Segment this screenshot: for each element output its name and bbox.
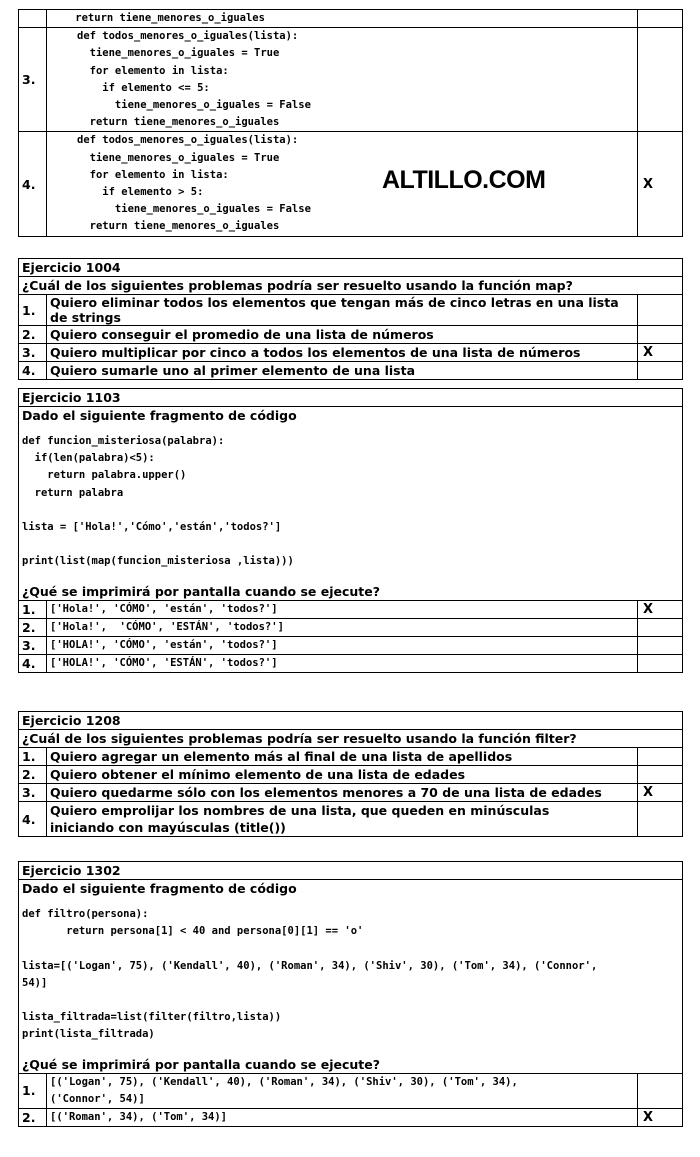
table-row	[19, 730, 683, 748]
table-row	[19, 277, 683, 295]
exercise-statement	[19, 880, 683, 1074]
table-row	[19, 637, 683, 655]
table-row	[19, 362, 683, 380]
answer-mark: X	[638, 600, 683, 618]
answer-mark	[638, 1073, 683, 1108]
option-number	[19, 10, 47, 28]
table-row	[19, 862, 683, 880]
option-number: 4.	[19, 655, 47, 673]
exercise-1208	[18, 711, 683, 837]
option-code: ['HOLA!', 'CÓMO', 'ESTÁN', 'todos?']	[47, 655, 638, 673]
option-code: ['HOLA!', 'CÓMO', 'están', 'todos?']	[47, 637, 638, 655]
option-number: 1.	[19, 1073, 47, 1108]
option-code: [('Logan', 75), ('Kendall', 40), ('Roman', 34), ('Shiv', 30), ('Tom', 34), ('Connor', 54)]	[47, 1073, 638, 1108]
exercise-1302	[18, 861, 683, 1127]
exercise-title: Ejercicio 1302	[19, 862, 683, 880]
table-row	[19, 600, 683, 618]
exercise-intro: Dado el siguiente fragmento de código	[22, 881, 297, 896]
table-row	[19, 407, 683, 601]
option-number: 3.	[19, 784, 47, 802]
exercise-title: Ejercicio 1103	[19, 389, 683, 407]
option-number: 3.	[19, 344, 47, 362]
option-text: Quiero emprolijar los nombres de una lista, que queden en minúsculas iniciando con mayúsculas (title())	[47, 802, 638, 837]
code-block: def filtro(persona): return persona[1] < 40 and persona[0][1] == 'o' lista=[('Logan', 75), ('Kendall', 40), ('Roman', 34), ('Shiv', 30), ('Tom', 34), ('Connor', 54)] lista_filtrada=list(filter(filtro,lista)) print(lista_filtrada)	[22, 908, 598, 1041]
answer-mark	[638, 802, 683, 837]
code-block: def funcion_misteriosa(palabra): if(len(palabra)<5): return palabra.upper() return palabra lista = ['Hola!','Cómo','están','todos?'] print(list(map(funcion_misteriosa ,lista)))	[22, 435, 294, 568]
top-options-table	[18, 9, 683, 237]
table-row	[19, 712, 683, 730]
table-row	[19, 748, 683, 766]
table-row	[19, 655, 683, 673]
answer-mark	[638, 28, 683, 132]
option-text: Quiero obtener el mínimo elemento de una lista de edades	[47, 766, 638, 784]
exercise-question: ¿Cuál de los siguientes problemas podría ser resuelto usando la función filter?	[19, 730, 683, 748]
answer-mark	[638, 655, 683, 673]
answer-mark	[638, 10, 683, 28]
option-code: def todos_menores_o_iguales(lista): tiene_menores_o_iguales = True for elemento in lista: if elemento <= 5: tiene_menores_o_iguales = False return tiene_menores_o_iguales	[47, 28, 638, 132]
answer-mark: X	[638, 1109, 683, 1127]
option-number: 1.	[19, 295, 47, 326]
exercise-question: ¿Cuál de los siguientes problemas podría ser resuelto usando la función map?	[19, 277, 683, 295]
table-row	[19, 28, 683, 132]
option-number: 1.	[19, 600, 47, 618]
option-text: Quiero sumarle uno al primer elemento de una lista	[47, 362, 638, 380]
option-number: 2.	[19, 326, 47, 344]
option-number: 3.	[19, 28, 47, 132]
exercise-question: ¿Qué se imprimirá por pantalla cuando se ejecute?	[22, 1056, 380, 1072]
table-row	[19, 10, 683, 28]
exercise-title: Ejercicio 1004	[19, 259, 683, 277]
option-number: 3.	[19, 637, 47, 655]
option-number: 2.	[19, 766, 47, 784]
exercise-question: ¿Qué se imprimirá por pantalla cuando se ejecute?	[22, 583, 380, 599]
table-row	[19, 326, 683, 344]
option-number: 1.	[19, 748, 47, 766]
table-row	[19, 618, 683, 636]
option-text: Quiero conseguir el promedio de una lista de números	[47, 326, 638, 344]
table-row	[19, 389, 683, 407]
answer-mark	[638, 295, 683, 326]
exercise-1004	[18, 258, 683, 380]
option-text: Quiero eliminar todos los elementos que tengan más de cinco letras en una lista de strings	[47, 295, 638, 326]
option-code: ['Hola!', 'CÓMO', 'ESTÁN', 'todos?']	[47, 618, 638, 636]
option-number: 4.	[19, 132, 47, 236]
answer-mark	[638, 618, 683, 636]
table-row	[19, 766, 683, 784]
table-row	[19, 880, 683, 1074]
table-row	[19, 259, 683, 277]
option-number: 4.	[19, 802, 47, 837]
option-text: Quiero multiplicar por cinco a todos los elementos de una lista de números	[47, 344, 638, 362]
answer-mark	[638, 362, 683, 380]
option-code: ['Hola!', 'CÓMO', 'están', 'todos?']	[47, 600, 638, 618]
option-text: Quiero agregar un elemento más al final de una lista de apellidos	[47, 748, 638, 766]
table-row	[19, 295, 683, 326]
table-row	[19, 1109, 683, 1127]
table-row	[19, 802, 683, 837]
option-number: 4.	[19, 362, 47, 380]
option-code: [('Roman', 34), ('Tom', 34)]	[47, 1109, 638, 1127]
option-code: def todos_menores_o_iguales(lista): tiene_menores_o_iguales = True for elemento in lista: if elemento > 5: tiene_menores_o_iguales = False return tiene_menores_o_iguales	[47, 132, 638, 236]
exercise-title: Ejercicio 1208	[19, 712, 683, 730]
table-row	[19, 784, 683, 802]
exercise-intro: Dado el siguiente fragmento de código	[22, 408, 297, 423]
option-number: 2.	[19, 1109, 47, 1127]
exercise-statement	[19, 407, 683, 601]
answer-mark	[638, 637, 683, 655]
answer-mark: X	[638, 132, 683, 236]
answer-mark	[638, 766, 683, 784]
option-number: 2.	[19, 618, 47, 636]
exercise-1103	[18, 388, 683, 673]
table-row	[19, 132, 683, 236]
table-row	[19, 344, 683, 362]
answer-mark: X	[638, 344, 683, 362]
code-line: return tiene_menores_o_iguales	[47, 10, 638, 28]
answer-mark	[638, 748, 683, 766]
answer-mark: X	[638, 784, 683, 802]
option-text: Quiero quedarme sólo con los elementos menores a 70 de una lista de edades	[47, 784, 638, 802]
watermark-logo: ALTILLO.COM	[382, 166, 546, 194]
table-row	[19, 1073, 683, 1108]
answer-mark	[638, 326, 683, 344]
